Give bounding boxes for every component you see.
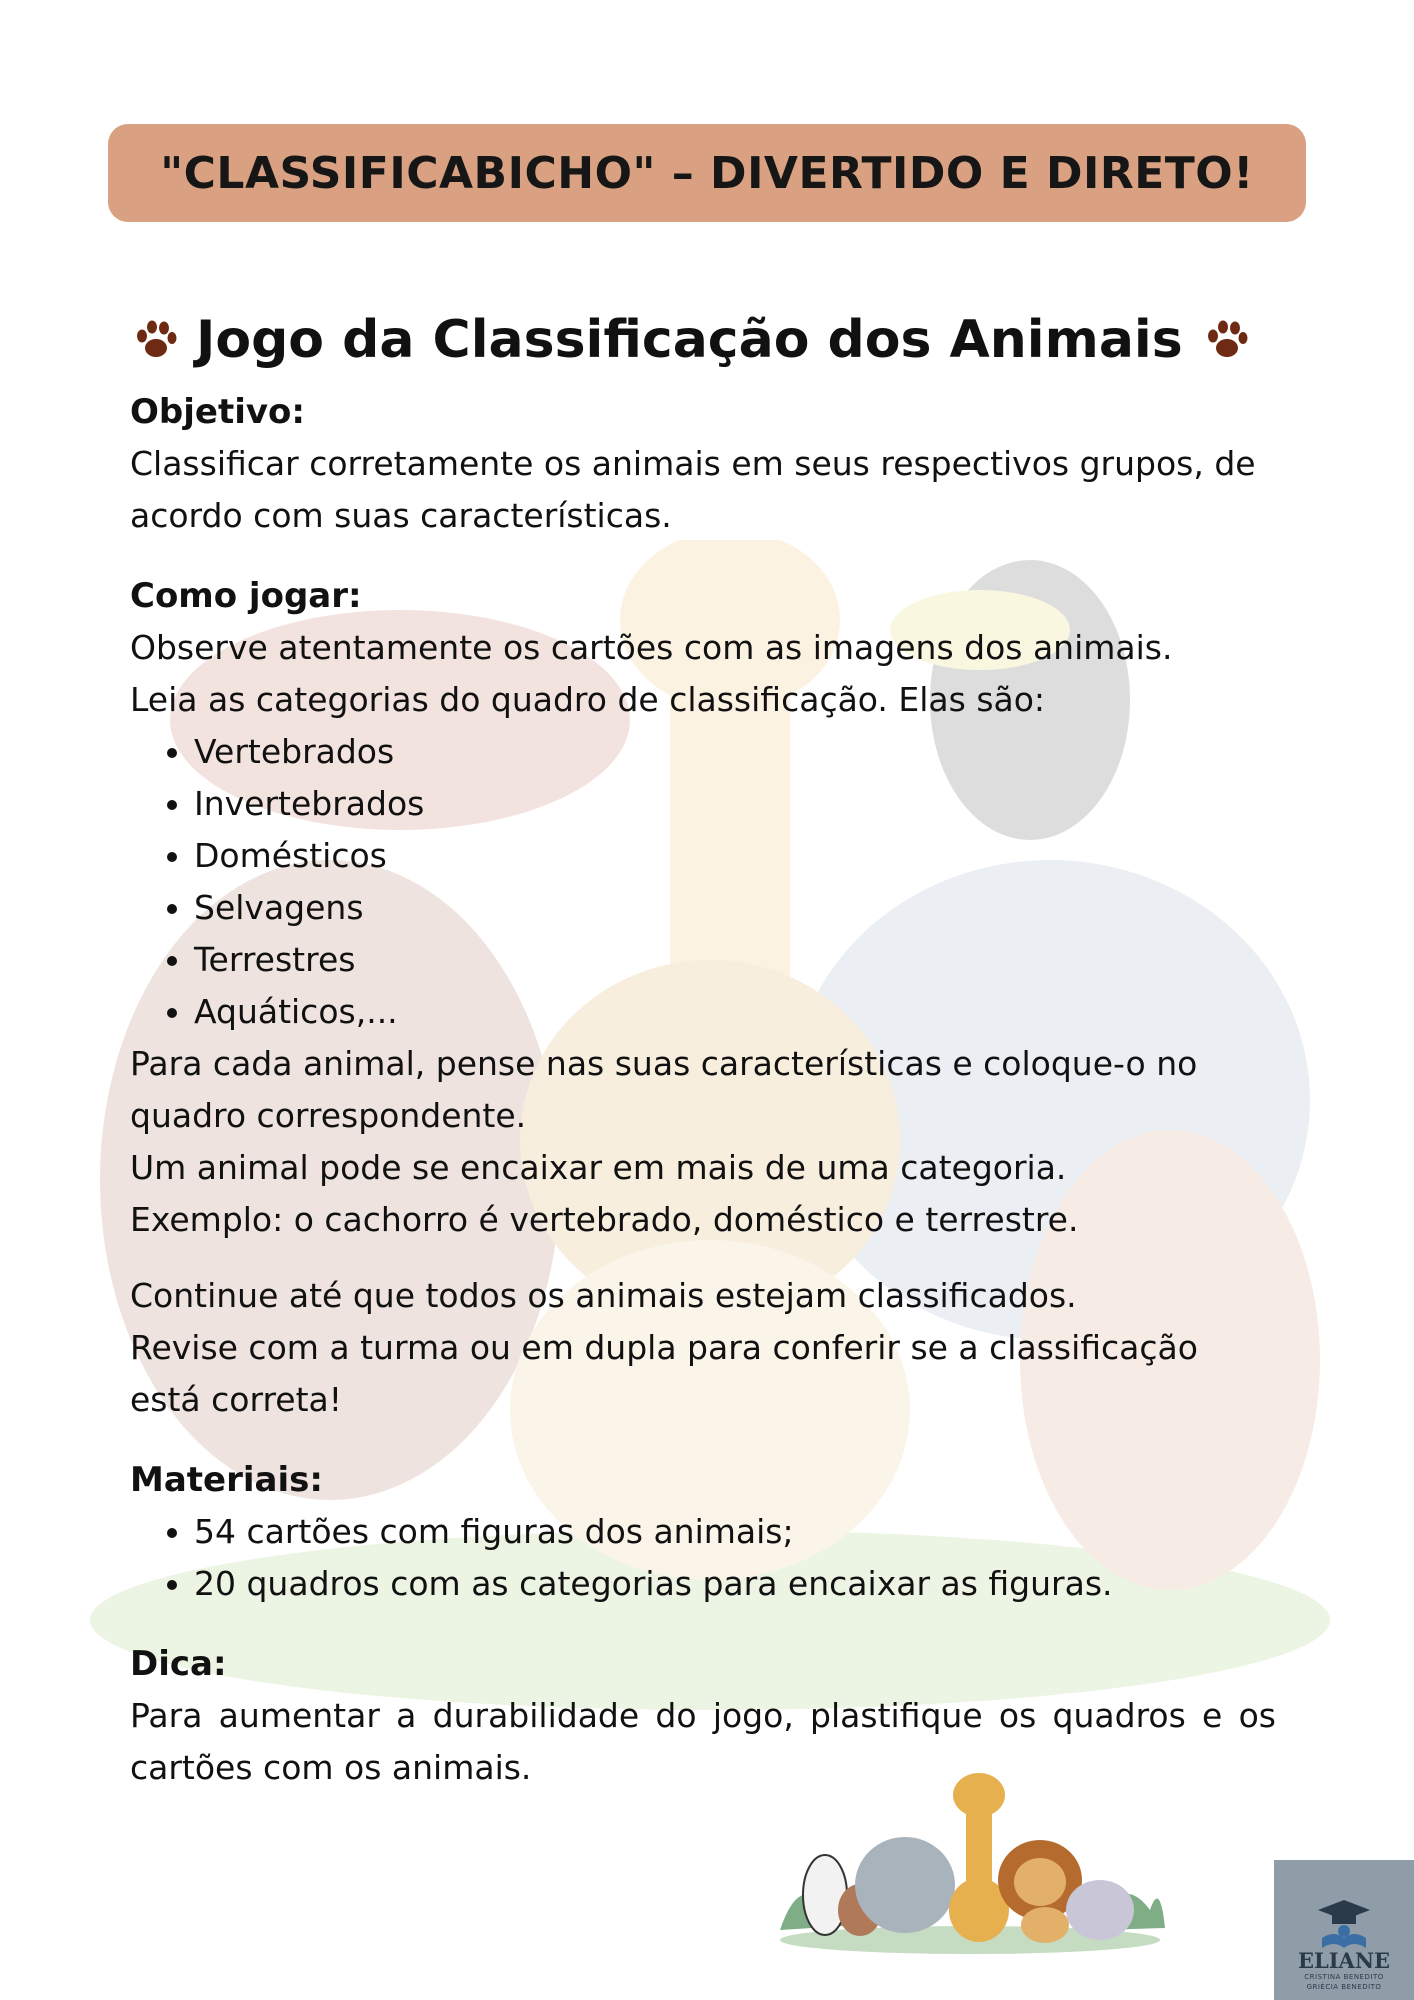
categories-list [130, 726, 1276, 1038]
animals-illustration [770, 1760, 1170, 1960]
list-item: • Domésticos [194, 830, 1276, 882]
banner-text: "CLASSIFICABICHO" – DIVERTIDO E DIRETO! [160, 147, 1254, 199]
logo-name: ELIANE [1297, 1948, 1391, 1973]
como-jogar-line: Observe atentamente os cartões com as imagens dos animais. [130, 628, 1173, 667]
main-content [130, 300, 1276, 1794]
page-title: Jogo da Classificação dos Animais [196, 310, 1183, 370]
materiais-label: Materiais: [130, 1460, 323, 1500]
paw-icon [130, 316, 178, 364]
como-jogar-line: Um animal pode se encaixar em mais de uma categoria. [130, 1148, 1067, 1187]
list-item: • Vertebrados [194, 726, 1276, 778]
como-jogar-line: Exemplo: o cachorro é vertebrado, doméstico e terrestre. [130, 1200, 1079, 1239]
list-item: • Aquáticos,... [194, 986, 1276, 1038]
materials-list [130, 1506, 1276, 1610]
eliane-logo [1274, 1860, 1414, 2000]
list-item: • 54 cartões com figuras dos animais; [194, 1506, 1276, 1558]
graduation-book-icon [1316, 1898, 1372, 1950]
dica-label: Dica: [130, 1644, 227, 1684]
objetivo-label: Objetivo: [130, 392, 305, 432]
logo-tagline: GRIÉCIA BENEDITO [1306, 1983, 1382, 1991]
objetivo-text: Classificar corretamente os animais em seus respectivos grupos, de acordo com suas características. [130, 444, 1256, 535]
dica-text: Para aumentar a durabilidade do jogo, plastifique os quadros e os cartões com os animais. [130, 1696, 1276, 1787]
page-title-row [130, 300, 1276, 380]
como-jogar-label: Como jogar: [130, 576, 362, 616]
como-jogar-line: Para cada animal, pense nas suas características e coloque-o no quadro correspondente. [130, 1044, 1198, 1135]
como-jogar-line: Leia as categorias do quadro de classificação. Elas são: [130, 680, 1046, 719]
list-item: • Invertebrados [194, 778, 1276, 830]
como-jogar-line: Continue até que todos os animais estejam classificados. [130, 1276, 1077, 1315]
list-item: • Selvagens [194, 882, 1276, 934]
title-banner [108, 124, 1306, 222]
logo-subtitle: CRISTINA BENEDITO [1304, 1973, 1384, 1981]
paw-icon [1201, 316, 1249, 364]
como-jogar-line: Revise com a turma ou em dupla para conferir se a classificação está correta! [130, 1328, 1198, 1419]
list-item: • Terrestres [194, 934, 1276, 986]
list-item: • 20 quadros com as categorias para encaixar as figuras. [194, 1558, 1276, 1610]
